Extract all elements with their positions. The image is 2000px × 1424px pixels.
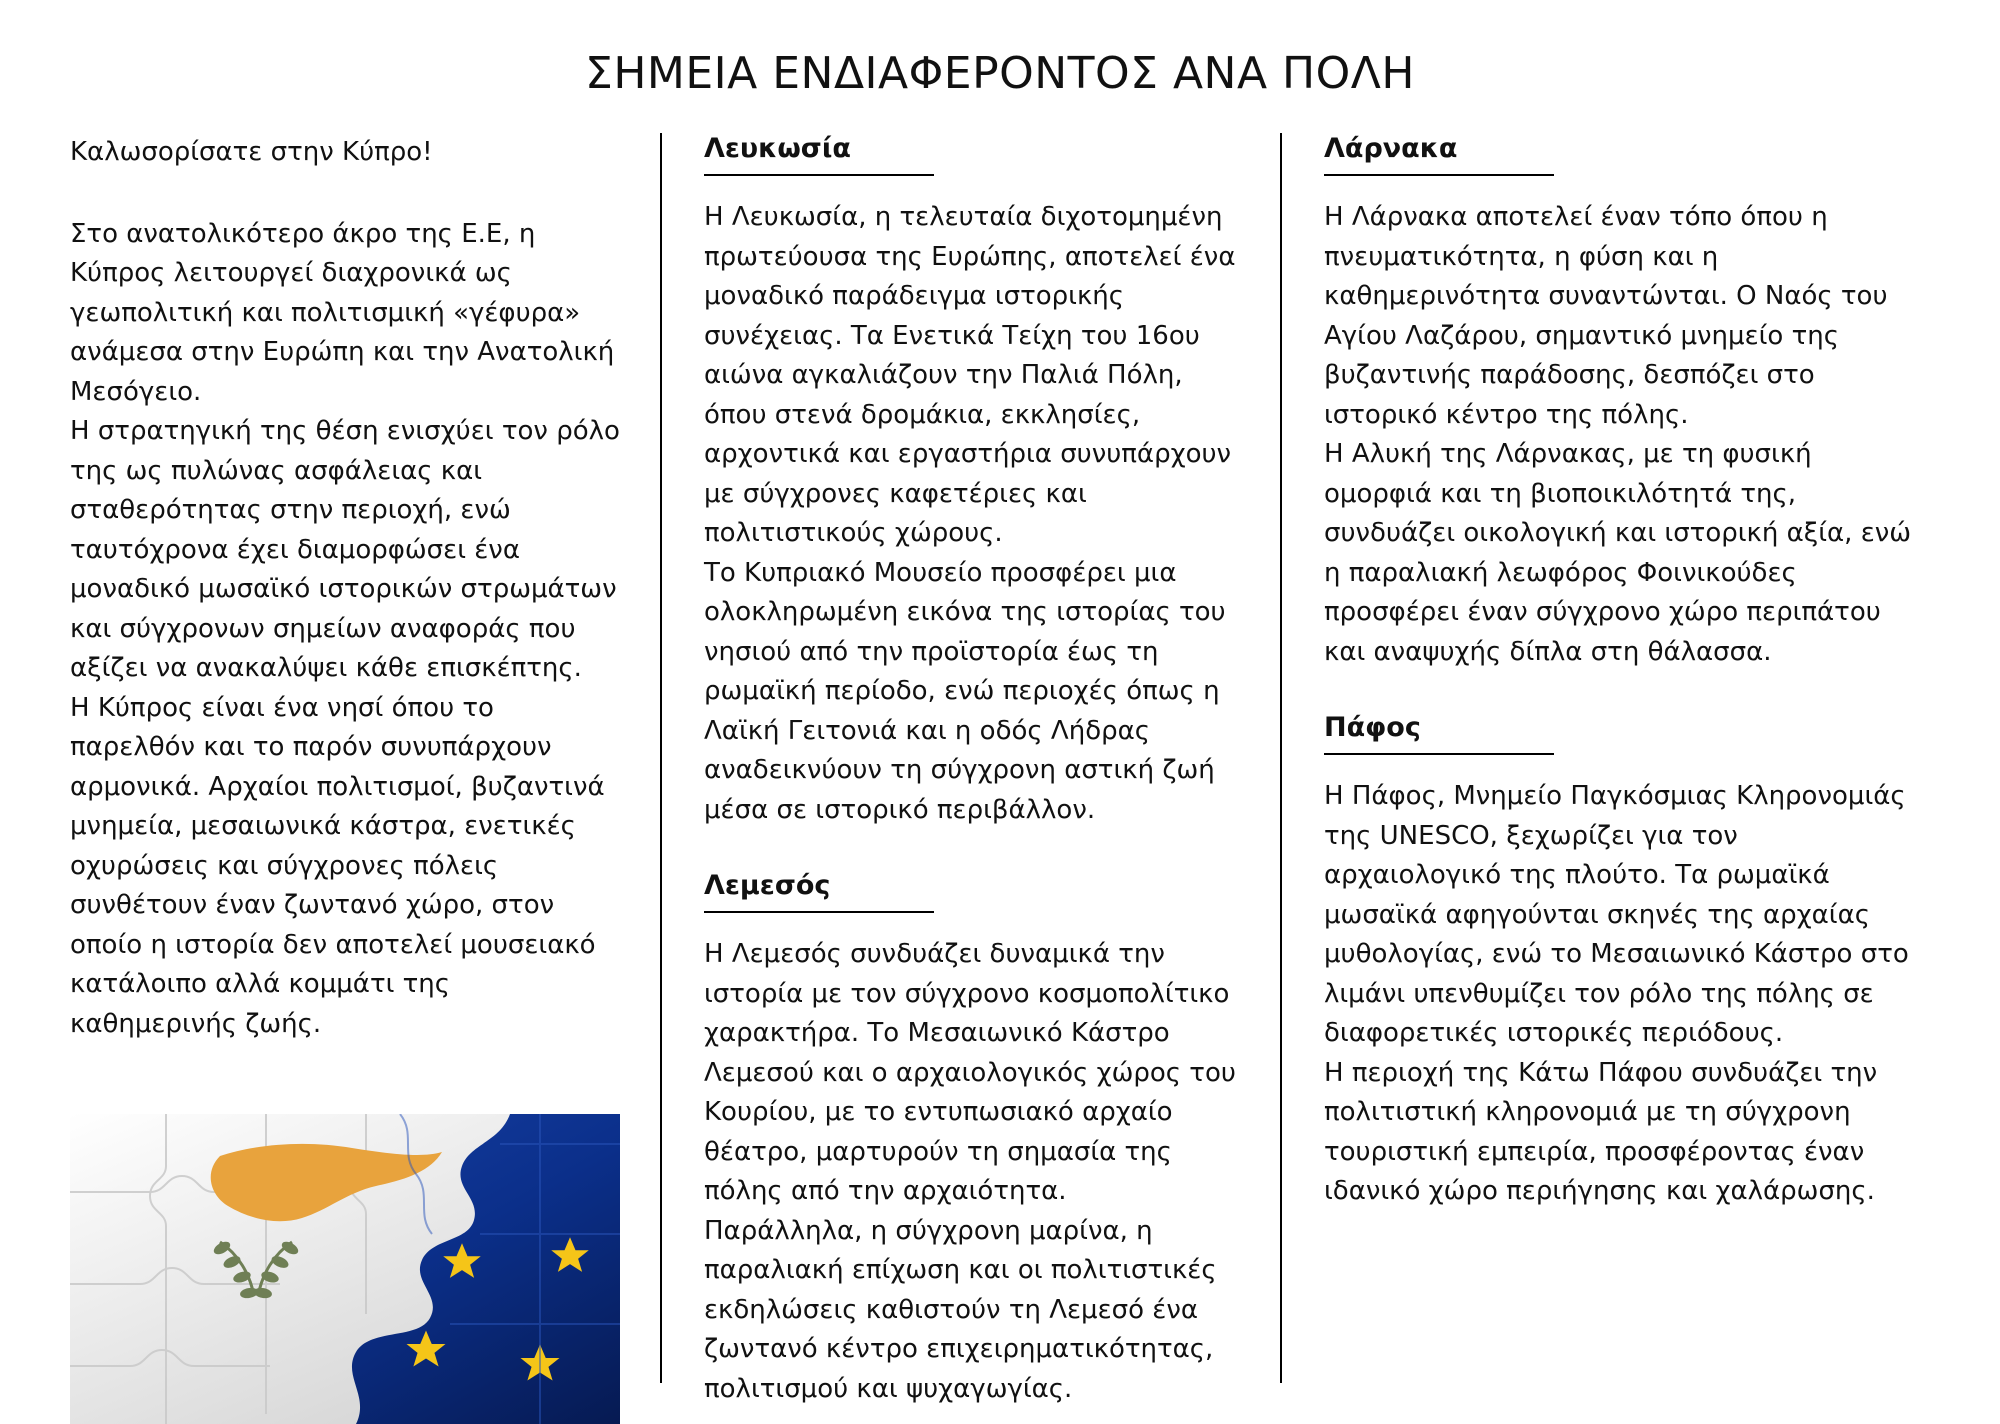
section-paphos [1324,712,1920,1212]
section-text [1324,777,1920,1212]
paragraph: Το Κυπριακό Μουσείο προσφέρει μια ολοκληρωμένη εικόνα της ιστορίας του νησιού από την προϊστορία έως τη ρωμαϊκή περίοδο, ενώ περιοχές όπως η Λαϊκή Γειτονιά και η οδός Λήδρας αναδεικνύουν τη σύγχρονη αστική ζωή μέσα σε ιστορικό περιβάλλον. [704,557,1226,825]
paragraph: Η Αλυκή της Λάρνακας, με τη φυσική ομορφιά και τη βιοποικιλότητά της, συνδυάζει οικολογική και ιστορική αξία, ενώ η παραλιακή λεωφόρος Φοινικούδες προσφέρει έναν σύγχρονο χώρο περιπάτου και αναψυχής δίπλα στη θάλασσα. [1324,439,1912,667]
three-column-layout [70,133,1930,1404]
welcome-greeting: Καλωσορίσατε στην Κύπρο! [70,137,433,167]
paragraph: Η Λευκωσία, η τελευταία διχοτομημένη πρωτεύουσα της Ευρώπης, αποτελεί ένα μοναδικό παράδειγμα ιστορικής συνέχειας. Τα Ενετικά Τείχη του 16ου αιώνα αγκαλιάζουν την Παλιά Πόλη, όπου στενά δρομάκια, εκκλησίες, αρχοντικά και εργαστήρια συνυπάρχουν με σύγχρονες καφετέριες και πολιτιστικούς χώρους. [704,202,1236,549]
flag-illustration-icon [70,1114,620,1424]
heading-rule [1324,753,1554,755]
section-heading: Πάφος [1324,712,1421,744]
heading-rule [704,174,934,176]
paragraph: Η Πάφος, Μνημείο Παγκόσμιας Κληρονομιάς της UNESCO, ξεχωρίζει για τον αρχαιολογικό της πλούτο. Τα ρωμαϊκά μωσαϊκά αφηγούνται σκηνές της αρχαίας μυθολογίας, ενώ το Μεσαιωνικό Κάστρο στο λιμάνι υπενθυμίζει τον ρόλο της πόλης σε διαφορετικές ιστορικές περιόδους. [1324,781,1909,1049]
paragraph: Η Λάρνακα αποτελεί έναν τόπο όπου η πνευματικότητα, η φύση και η καθημερινότητα συναντώνται. Ο Ναός του Αγίου Λαζάρου, σημαντικό μνημείο της βυζαντινής παράδοσης, δεσπόζει στο ιστορικό κέντρο της πόλης. [1324,202,1888,430]
page-title: ΣΗΜΕΙΑ ΕΝΔΙΑΦΕΡΟΝΤΟΣ ΑΝΑ ΠΟΛΗ [585,48,1415,99]
cyprus-eu-puzzle-flag-image [70,1114,620,1424]
section-larnaca [1324,133,1920,672]
section-nicosia [704,133,1240,830]
heading-rule [704,911,934,913]
column-middle [660,133,1280,1404]
column-left [70,133,660,1383]
section-heading: Λεμεσός [704,870,831,902]
paragraph: Η στρατηγική της θέση ενισχύει τον ρόλο της ως πυλώνας ασφάλειας και σταθερότητας στην περιοχή, ενώ ταυτόχρονα έχει διαμορφώσει ένα μοναδικό μωσαϊκό ιστορικών στρωμάτων και σύγχρονων σημείων αναφοράς που αξίζει να ανακαλύψει κάθε επισκέπτης. [70,416,620,684]
section-heading: Λευκωσία [704,133,851,164]
intro-paragraph [70,215,620,1045]
section-text [704,935,1240,1409]
paragraph: Η Λεμεσός συνδυάζει δυναμικά την ιστορία με τον σύγχρονο κοσμοπολίτικο χαρακτήρα. Το Μεσαιωνικό Κάστρο Λεμεσού και ο αρχαιολογικός χώρος του Κουρίου, με το εντυπωσιακό αρχαίο θέατρο, μαρτυρούν τη σημασία της πόλης από την αρχαιότητα. [704,939,1236,1207]
paragraph: Η Κύπρος είναι ένα νησί όπου το παρελθόν και το παρόν συνυπάρχουν αρμονικά. Αρχαίοι πολιτισμοί, βυζαντινά μνημεία, μεσαιωνικά κάστρα, ενετικές οχυρώσεις και σύγχρονες πόλεις συνθέτουν έναν ζωντανό χώρο, στον οποίο η ιστορία δεν αποτελεί μουσειακό κατάλοιπο αλλά κομμάτι της καθημερινής ζωής. [70,692,605,1039]
column-right [1280,133,1920,1383]
section-heading: Λάρνακα [1324,133,1458,164]
section-text [704,198,1240,830]
section-limassol [704,870,1240,1409]
section-text [1324,198,1920,672]
paragraph: Στο ανατολικότερο άκρο της Ε.Ε, η Κύπρος λειτουργεί διαχρονικά ως γεωπολιτική και πολιτισμική «γέφυρα» ανάμεσα στην Ευρώπη και την Ανατολική Μεσόγειο. [70,218,615,407]
paragraph: Η περιοχή της Κάτω Πάφου συνδυάζει την πολιτιστική κληρονομιά με τη σύγχρονη τουριστική εμπειρία, προσφέροντας έναν ιδανικό χώρο περιήγησης και χαλάρωσης. [1324,1057,1878,1207]
heading-rule [1324,174,1554,176]
paragraph: Παράλληλα, η σύγχρονη μαρίνα, η παραλιακή επίχωση και οι πολιτιστικές εκδηλώσεις καθιστούν τη Λεμεσό ένα ζωντανό κέντρο επιχειρηματικότητας, πολιτισμού και ψυχαγωγίας. [704,1215,1217,1404]
